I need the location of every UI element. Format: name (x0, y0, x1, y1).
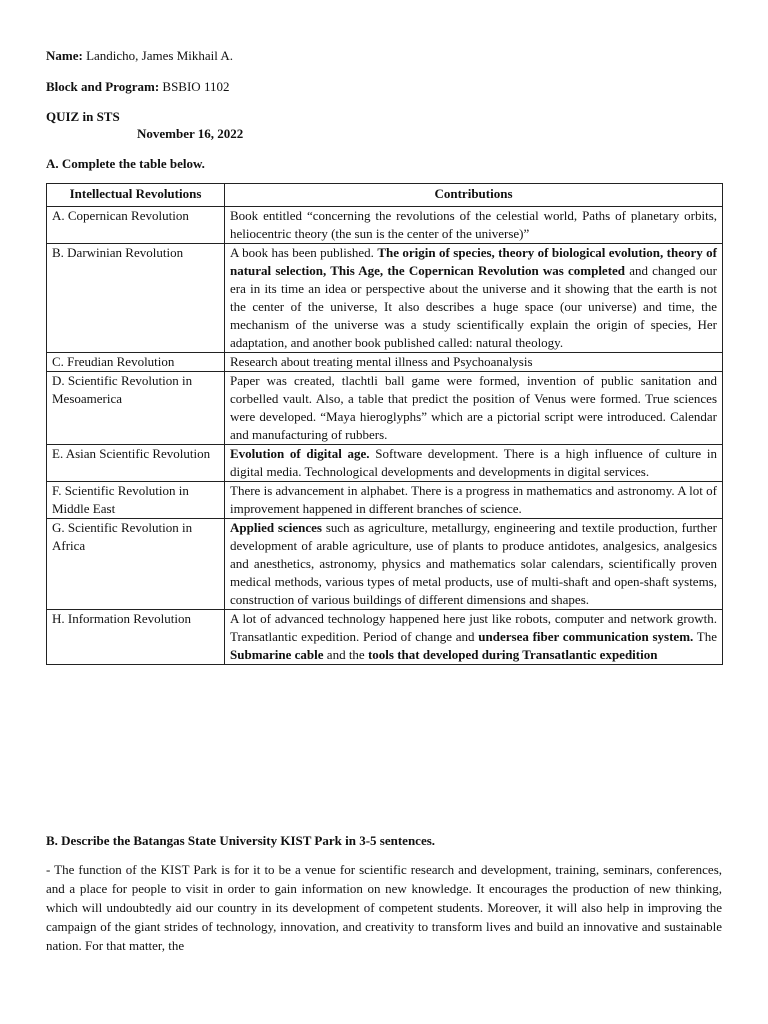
contribution-cell (225, 207, 723, 244)
revolution-cell: E. Asian Scientific Revolution (47, 445, 225, 482)
contribution-text: A lot of advanced technology happened here just like robots, computer and network growth. Transatlantic expedition. Period of change and (230, 611, 717, 644)
block-label: Block and Program: (46, 79, 160, 94)
name-line (46, 47, 233, 65)
contribution-bold-text: The origin of species, theory of biological evolution, theory of natural selection, This Age, the Copernican Revolution was completed (230, 245, 717, 278)
contribution-text: There is advancement in alphabet. There is a progress in mathematics and astronomy. A lot of improvement happened in different branches of science. (230, 483, 717, 516)
contribution-cell (225, 445, 723, 482)
table-row (47, 519, 723, 610)
contribution-text: and the (323, 647, 368, 662)
table-row (47, 244, 723, 353)
contribution-text: Paper was created, tlachtli ball game were formed, invention of public sanitation and corbelled vault. Also, a table that predict the position of Venus were formed. True sciences were developed. “Maya hieroglyphs” which are a pictorial script were introduced. Calendar and manufacturing of rubbers. (230, 373, 717, 442)
contribution-cell (225, 372, 723, 445)
column-header-contributions: Contributions (225, 184, 723, 207)
contribution-bold-text: Submarine cable (230, 647, 324, 662)
contribution-bold-text: Evolution of digital age. (230, 446, 370, 461)
revolution-cell: H. Information Revolution (47, 610, 225, 665)
contribution-cell (225, 353, 723, 372)
contribution-cell (225, 482, 723, 519)
contribution-text: Book entitled “concerning the revolutions of the celestial world, Paths of planetary orbits, heliocentric theory (the sun is the center of the universe)” (230, 208, 717, 241)
table-row (47, 353, 723, 372)
contribution-cell (225, 244, 723, 353)
table-row (47, 372, 723, 445)
quiz-date: November 16, 2022 (137, 126, 244, 141)
contribution-bold-text: Applied sciences (230, 520, 322, 535)
contribution-text: Research about treating mental illness and Psychoanalysis (230, 354, 533, 369)
table-row (47, 445, 723, 482)
contribution-text: The (693, 629, 717, 644)
section-b-question: B. Describe the Batangas State University KIST Park in 3-5 sentences. (46, 833, 436, 848)
block-line (46, 78, 229, 96)
table-row (47, 207, 723, 244)
table-row (47, 610, 723, 665)
section-a-instruction: A. Complete the table below. (46, 156, 205, 171)
block-value: BSBIO 1102 (159, 79, 230, 94)
revolutions-table (46, 183, 723, 665)
revolution-cell: D. Scientific Revolution in Mesoamerica (47, 372, 225, 445)
revolution-cell: G. Scientific Revolution in Africa (47, 519, 225, 610)
contribution-text: and changed our era in its time an idea or perspective about the universe and it showing that the earth is not the center of the universe, It also describes a huge space (our universe) and time, the mechanism of the universe was a study scientifically explain the origin of species, Her adaptation, and another book published called: natural theology. (230, 263, 717, 350)
contribution-text: Software development. There is a high influence of culture in digital media. Technological developments and developments in digital services. (230, 446, 717, 479)
contribution-cell (225, 519, 723, 610)
table-header-row (47, 184, 723, 207)
name-label: Name: (46, 48, 83, 63)
contribution-bold-text: tools that developed during Transatlantic expedition (367, 647, 658, 662)
section-b-answer: - The function of the KIST Park is for it to be a venue for scientific research and development, training, seminars, conferences, and a place for people to visit in order to gain information on new knowledge. It encourages the production of new thinking, which will undoubtedly aid our country in its development of competent students. Moreover, it will also help in improving the campaign of the giant strides of technology, innovation, and creativity to transform lives and build an innovative and sustainable nation. For that matter, the (46, 862, 722, 953)
contribution-cell (225, 610, 723, 665)
column-header-revolutions: Intellectual Revolutions (47, 184, 225, 207)
contribution-bold-text: undersea fiber communication system. (478, 629, 694, 644)
contribution-text: such as agriculture, metallurgy, engineering and textile production, further development of arable agriculture, use of plants to produce antidotes, analgesics, analgesics and anesthetics, astronomy, physics and mathematics solar calendars, scientifically proven medical methods, various types of metal products, use of multi-shaft and open-shaft systems, construction of various buildings of different dimensions and shapes. (230, 520, 717, 607)
revolution-cell: B. Darwinian Revolution (47, 244, 225, 353)
contribution-text: A book has been published. (230, 245, 378, 260)
name-value: Landicho, James Mikhail A. (82, 48, 234, 63)
revolution-cell: F. Scientific Revolution in Middle East (47, 482, 225, 519)
table-row (47, 482, 723, 519)
quiz-title: QUIZ in STS (46, 109, 120, 124)
revolution-cell: C. Freudian Revolution (47, 353, 225, 372)
table-body (47, 207, 723, 665)
revolution-cell: A. Copernican Revolution (47, 207, 225, 244)
